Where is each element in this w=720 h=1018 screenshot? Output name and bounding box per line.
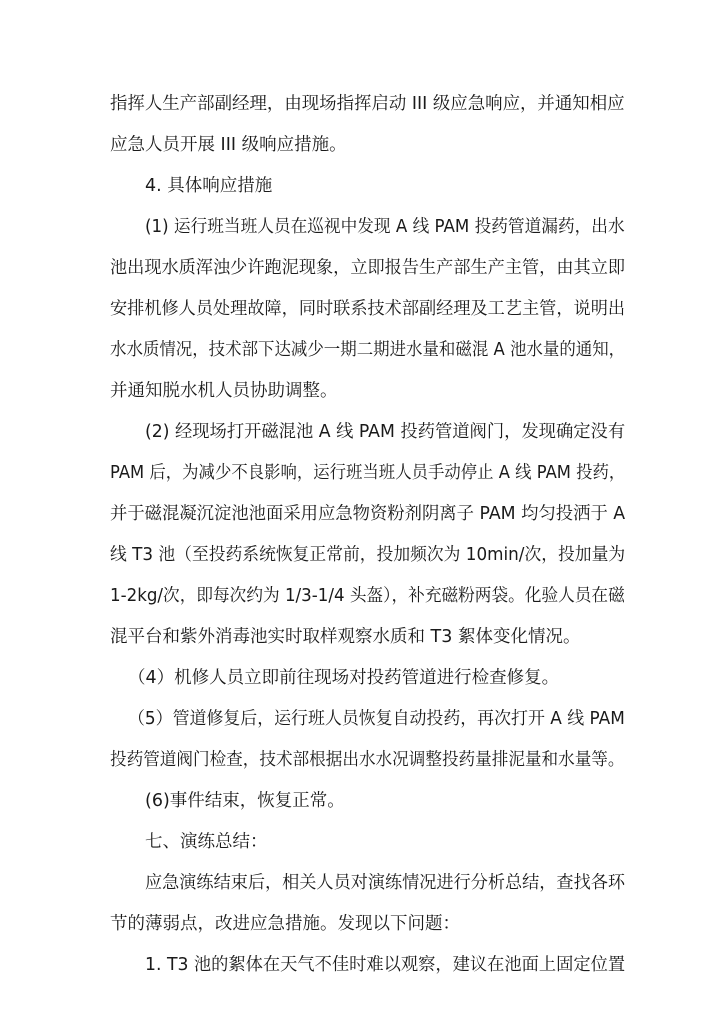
text-line: 池出现水质浑浊少许跑泥现象，立即报告生产部生产主管，由其立即 [110,258,626,278]
text-line: 节的薄弱点，改进应急措施。发现以下问题： [110,914,460,934]
text-line: (6)事件结束，恢复正常。 [145,791,345,811]
text-line: 应急人员开展 III 级响应措施。 [110,135,347,155]
text-line: (2) 经现场打开磁混池 A 线 PAM 投药管道阀门，发现确定没有 [145,422,626,442]
text-line: 混平台和紫外消毒池实时取样观察水质和 T3 絮体变化情况。 [110,627,581,647]
text-line: 并通知脱水机人员协助调整。 [110,381,338,401]
text-line: 1. T3 池的絮体在天气不佳时难以观察，建议在池面上固定位置 [145,955,626,975]
section-heading: 4. 具体响应措施 [145,176,273,196]
text-line: 1-2kg/次，即每次约为 1/3-1/4 头盔），补充磁粉两袋。化验人员在磁 [110,586,625,606]
section-heading: 七、演练总结： [145,832,268,852]
text-line: (1) 运行班当班人员在巡视中发现 A 线 PAM 投药管道漏药，出水 [145,217,625,237]
text-line: （5）管道修复后，运行班人员恢复自动投药，再次打开 A 线 PAM [128,709,625,729]
text-line: 指挥人生产部副经理，由现场指挥启动 III 级应急响应，并通知相应 [110,94,625,114]
text-line: 投药管道阀门检查，技术部根据出水水况调整投药量排泥量和水量等。 [110,750,625,770]
text-line: 线 T3 池（至投药系统恢复正常前，投加频次为 10min/次，投加量为 [110,545,626,565]
text-line: 应急演练结束后，相关人员对演练情况进行分析总结，查找各环 [145,873,626,893]
text-line: PAM 后，为减少不良影响，运行班当班人员手动停止 A 线 PAM 投药， [110,463,626,483]
text-line: 安排机修人员处理故障，同时联系技术部副经理及工艺主管，说明出 [110,299,626,319]
text-line: 并于磁混凝沉淀池池面采用应急物资粉剂阴离子 PAM 均匀投洒于 A [110,504,626,524]
text-line: （4）机修人员立即前往现场对投药管道进行检查修复。 [128,668,560,688]
text-line: 水水质情况，技术部下达减少一期二期进水量和磁混 A 池水量的通知， [110,340,626,360]
